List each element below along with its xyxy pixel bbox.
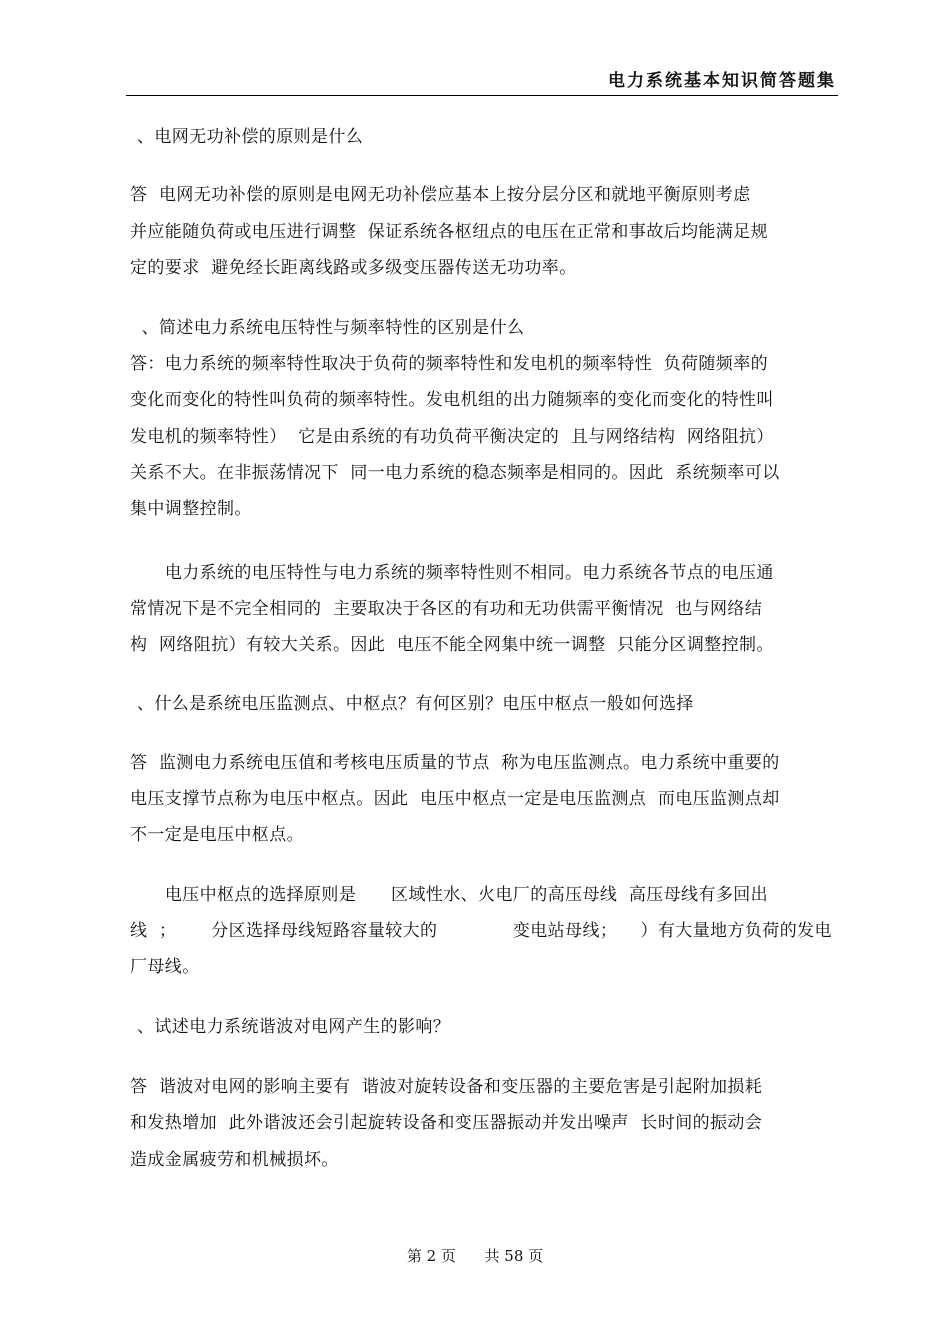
- answer-1-line: 定的要求 避免经长距离线路或多级变压器传送无功功率。: [130, 258, 577, 278]
- answer-4-line: 答 谐波对电网的影响主要有 谐波对旋转设备和变压器的主要危害是引起附加损耗: [130, 1077, 763, 1097]
- answer-2-paragraph-line: 常情况下是不完全相同的 主要取决于各区的有功和无功供需平衡情况 也与网络结: [130, 599, 763, 619]
- page-header-title: 电力系统基本知识简答题集: [608, 71, 836, 91]
- answer-1-line: 答 电网无功补偿的原则是电网无功补偿应基本上按分层分区和就地平衡原则考虑: [130, 185, 751, 205]
- answer-1-line: 并应能随负荷或电压进行调整 保证系统各枢纽点的电压在正常和事故后均能满足规: [130, 222, 769, 242]
- answer-2-line: 发电机的频率特性） 它是由系统的有功负荷平衡决定的 且与网络结构 网络阻抗）: [130, 427, 774, 447]
- answer-3-paragraph-line: 电压中枢点的选择原则是 区域性水、火电厂的高压母线 高压母线有多回出: [130, 885, 769, 905]
- header-rule: [126, 95, 838, 96]
- answer-3-line: 不一定是电压中枢点。: [130, 825, 304, 845]
- answer-2-line: 变化而变化的特性叫负荷的频率特性。发电机组的出力随频率的变化而变化的特性叫: [130, 390, 774, 410]
- answer-2-line: 集中调整控制。: [130, 499, 252, 519]
- question-3-title: 、什么是系统电压监测点、中枢点？有何区别？电压中枢点一般如何选择: [137, 694, 694, 714]
- answer-3-line: 答 监测电力系统电压值和考核电压质量的节点 称为电压监测点。电力系统中重要的: [130, 753, 780, 773]
- answer-2-line: 答：电力系统的频率特性取决于负荷的频率特性和发电机的频率特性 负荷随频率的: [130, 354, 769, 374]
- answer-3-line: 电压支撑节点称为电压中枢点。因此 电压中枢点一定是电压监测点 而电压监测点却: [130, 789, 780, 809]
- answer-2-paragraph-line: 构 网络阻抗）有较大关系。因此 电压不能全网集中统一调整 只能分区调整控制。: [130, 635, 774, 655]
- question-1-title: 、电网无功补偿的原则是什么: [137, 127, 364, 147]
- page-footer: 第 2 页 共 58 页: [406, 1247, 544, 1265]
- answer-4-line: 造成金属疲劳和机械损坏。: [130, 1150, 339, 1170]
- answer-2-paragraph-line: 电力系统的电压特性与电力系统的频率特性则不相同。电力系统各节点的电压通: [130, 563, 774, 583]
- question-4-title: 、试述电力系统谐波对电网产生的影响？: [137, 1017, 451, 1037]
- question-2-title: 、简述电力系统电压特性与频率特性的区别是什么: [130, 318, 525, 338]
- answer-2-line: 关系不大。在非振荡情况下 同一电力系统的稳态频率是相同的。因此 系统频率可以: [130, 463, 780, 483]
- answer-4-line: 和发热增加 此外谐波还会引起旋转设备和变压器振动并发出噪声 长时间的振动会: [130, 1113, 763, 1133]
- answer-3-paragraph-line: 线 ； 分区选择母线短路容量较大的 变电站母线； ）有大量地方负荷的发电: [130, 921, 832, 941]
- answer-3-paragraph-line: 厂母线。: [130, 957, 200, 977]
